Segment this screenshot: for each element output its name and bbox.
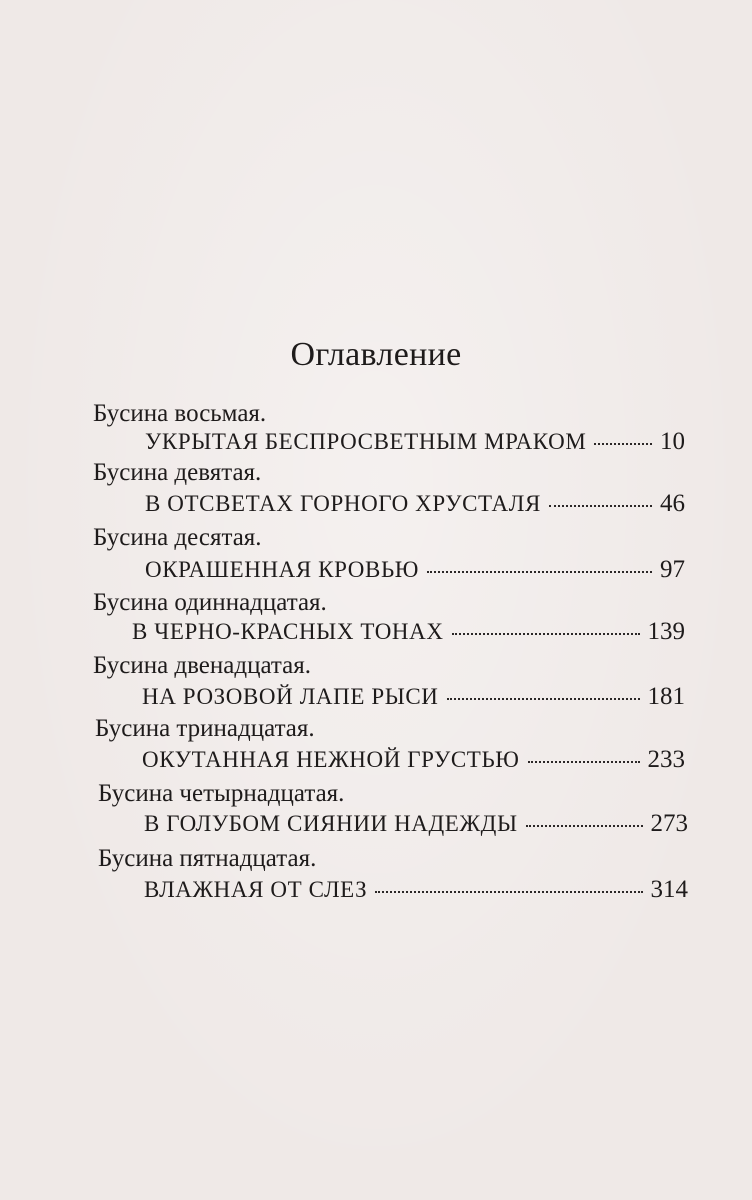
toc-entry-label: Бусина четырнадцатая. bbox=[98, 780, 345, 807]
toc-entry-heading: НА РОЗОВОЙ ЛАПЕ РЫСИ bbox=[142, 684, 439, 709]
dot-leader bbox=[452, 633, 640, 635]
toc-entry-heading: ОКУТАННАЯ НЕЖНОЙ ГРУСТЬЮ bbox=[142, 747, 520, 772]
toc-entry-page-number: 139 bbox=[647, 618, 685, 645]
toc-entry-line[interactable] bbox=[145, 490, 685, 518]
toc-entry-heading: УКРЫТАЯ БЕСПРОСВЕТНЫМ МРАКОМ bbox=[145, 429, 587, 454]
toc-entry-page-number: 10 bbox=[660, 428, 685, 455]
toc-entry-line[interactable] bbox=[145, 428, 685, 456]
dot-leader bbox=[447, 698, 640, 700]
toc-entry-label: Бусина восьмая. bbox=[93, 400, 267, 427]
dot-leader bbox=[594, 443, 652, 445]
dot-leader bbox=[528, 761, 640, 763]
toc-entry-heading: В ГОЛУБОМ СИЯНИИ НАДЕЖДЫ bbox=[144, 811, 518, 836]
dot-leader bbox=[549, 505, 652, 507]
toc-entry-page-number: 233 bbox=[647, 746, 685, 773]
toc-entry-heading: В ОТСВЕТАХ ГОРНОГО ХРУСТАЛЯ bbox=[145, 491, 541, 516]
toc-title: Оглавление bbox=[290, 336, 462, 373]
toc-entry-page-number: 46 bbox=[660, 490, 685, 517]
toc-entry-label: Бусина девятая. bbox=[93, 459, 262, 486]
toc-entry-page-number: 314 bbox=[650, 876, 688, 903]
dot-leader bbox=[375, 891, 642, 893]
dot-leader bbox=[427, 571, 652, 573]
toc-entry-line[interactable] bbox=[142, 746, 685, 774]
toc-entry-label: Бусина пятнадцатая. bbox=[98, 845, 317, 872]
toc-entry-label: Бусина тринадцатая. bbox=[95, 715, 315, 742]
toc-entry-label: Бусина двенадцатая. bbox=[93, 652, 312, 679]
toc-entry-heading: ОКРАШЕННАЯ КРОВЬЮ bbox=[145, 557, 419, 582]
toc-entry-label: Бусина десятая. bbox=[93, 524, 262, 551]
toc-entry-line[interactable] bbox=[132, 618, 685, 646]
dot-leader bbox=[526, 825, 643, 827]
toc-entry-page-number: 181 bbox=[647, 683, 685, 710]
toc-entry-page-number: 273 bbox=[650, 810, 688, 837]
toc-entry-label: Бусина одиннадцатая. bbox=[93, 589, 327, 616]
toc-entry-line[interactable] bbox=[145, 556, 685, 584]
toc-entry-line[interactable] bbox=[144, 876, 688, 904]
toc-entry-line[interactable] bbox=[142, 683, 685, 711]
toc-entry-line[interactable] bbox=[144, 810, 688, 838]
toc-entry-heading: ВЛАЖНАЯ ОТ СЛЕЗ bbox=[144, 877, 368, 902]
toc-entry-page-number: 97 bbox=[660, 556, 685, 583]
toc-entry-heading: В ЧЕРНО-КРАСНЫХ ТОНАХ bbox=[132, 619, 444, 644]
